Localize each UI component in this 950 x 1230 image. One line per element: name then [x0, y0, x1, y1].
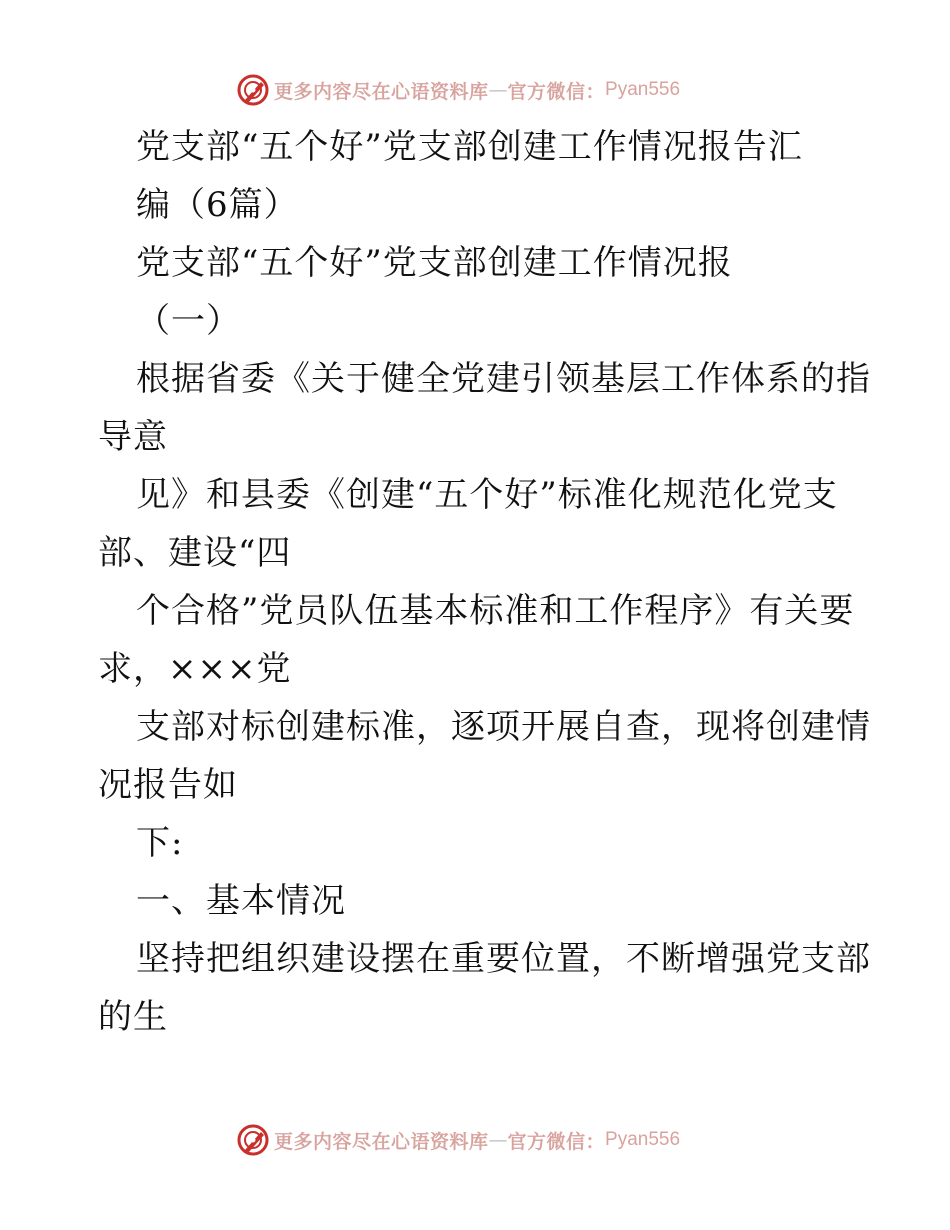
paragraph-line: 支部对标创建标准，逐项开展自查，现将创建情 — [136, 707, 871, 747]
section-heading: 一、基本情况 — [136, 881, 346, 921]
watermark-brand: 更多内容尽在心语资料库 — [274, 1130, 489, 1153]
watermark-account: Pyan556 — [605, 1129, 681, 1150]
pen-logo-icon — [236, 1123, 270, 1157]
section-title-line-2: （一） — [136, 301, 241, 341]
paragraph-line: 导意 — [98, 417, 168, 457]
document-title-line-1: 党支部“五个好”党支部创建工作情况报告汇 — [136, 127, 803, 167]
document-body — [98, 118, 871, 1046]
watermark-dash: — — [488, 79, 508, 101]
section-title-line-1: 党支部“五个好”党支部创建工作情况报 — [136, 243, 733, 283]
paragraph-line: 下: — [136, 823, 184, 863]
paragraph-line: 个合格”党员队伍基本标准和工作程序》有关要 — [136, 591, 855, 631]
footer-watermark — [236, 1122, 680, 1158]
watermark-dash: — — [488, 1129, 508, 1151]
pen-logo-icon — [236, 73, 270, 107]
document-title-line-2: 编（6篇） — [136, 185, 299, 225]
paragraph-line: 坚持把组织建设摆在重要位置，不断增强党支部 — [136, 939, 871, 979]
paragraph-line: 的生 — [98, 997, 168, 1037]
paragraph-line: 部、建设“四 — [98, 533, 292, 573]
watermark-channel: 官方微信： — [507, 80, 606, 103]
paragraph-line: 见》和县委《创建“五个好”标准化规范化党支 — [136, 475, 838, 515]
watermark-account: Pyan556 — [605, 79, 681, 100]
header-watermark — [236, 72, 680, 108]
watermark-brand: 更多内容尽在心语资料库 — [274, 80, 489, 103]
paragraph-line: 根据省委《关于健全党建引领基层工作体系的指 — [136, 359, 871, 399]
paragraph-line: 况报告如 — [98, 765, 238, 805]
watermark-channel: 官方微信： — [507, 1130, 606, 1153]
paragraph-line: 求，×××党 — [98, 649, 292, 689]
